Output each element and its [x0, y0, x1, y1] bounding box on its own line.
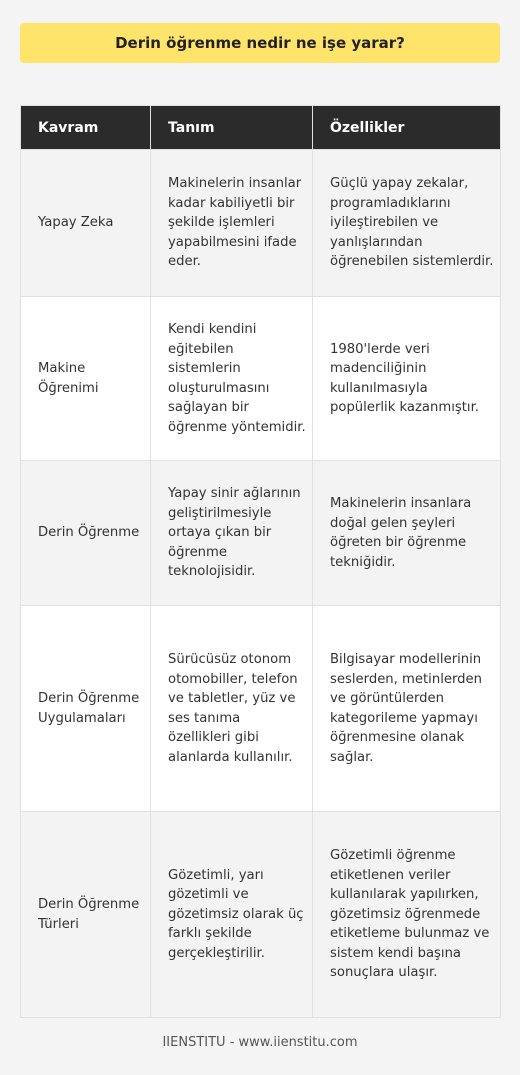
- table-row: [21, 812, 501, 1018]
- title-banner: [20, 23, 500, 63]
- cell-tanim: Kendi kendini eğitebilen sistemlerin oluşturulmasını sağlayan bir öğrenme yöntemidir.: [151, 297, 313, 461]
- cell-ozellikler: Makinelerin insanlara doğal gelen şeyleri öğreten bir öğrenme tekniğidir.: [313, 461, 501, 606]
- cell-kavram: Derin Öğrenme Türleri: [21, 812, 151, 1018]
- concept-table-container: [20, 105, 500, 1018]
- cell-tanim: Sürücüsüz otonom otomobiller, telefon ve tabletler, yüz ve ses tanıma özellikleri gibi alanlarda kullanılır.: [151, 606, 313, 812]
- cell-ozellikler: Güçlü yapay zekalar, programladıklarını iyileştirebilen ve yanlışlarından öğrenebilen sistemlerdir.: [313, 150, 501, 297]
- table-row: [21, 606, 501, 812]
- cell-kavram: Derin Öğrenme: [21, 461, 151, 606]
- table-row: [21, 461, 501, 606]
- cell-kavram: Derin Öğrenme Uygulamaları: [21, 606, 151, 812]
- cell-tanim: Makinelerin insanlar kadar kabiliyetli bir şekilde işlemleri yapabilmesini ifade eder.: [151, 150, 313, 297]
- header-tanim: Tanım: [151, 106, 313, 150]
- cell-ozellikler: Bilgisayar modellerinin seslerden, metinlerden ve görüntülerden kategorileme yapmayı öğrenmesine olanak sağlar.: [313, 606, 501, 812]
- cell-tanim: Gözetimli, yarı gözetimli ve gözetimsiz olarak üç farklı şekilde gerçekleştirilir.: [151, 812, 313, 1018]
- header-kavram: Kavram: [21, 106, 151, 150]
- cell-kavram: Yapay Zeka: [21, 150, 151, 297]
- cell-ozellikler: Gözetimli öğrenme etiketlenen veriler kullanılarak yapılırken, gözetimsiz öğrenmede etiketleme bulunmaz ve sistem kendi başına sonuçlara ulaşır.: [313, 812, 501, 1018]
- concept-table: [20, 105, 501, 1018]
- header-ozellikler: Özellikler: [313, 106, 501, 150]
- table-row: [21, 297, 501, 461]
- cell-kavram: Makine Öğrenimi: [21, 297, 151, 461]
- table-row: [21, 150, 501, 297]
- cell-ozellikler: 1980'lerde veri madenciliğinin kullanılmasıyla popülerlik kazanmıştır.: [313, 297, 501, 461]
- cell-tanim: Yapay sinir ağlarının geliştirilmesiyle ortaya çıkan bir öğrenme teknolojisidir.: [151, 461, 313, 606]
- table-header-row: [21, 106, 501, 150]
- page-title: Derin öğrenme nedir ne işe yarar?: [115, 34, 405, 52]
- footer-source: IIENSTITU - www.iienstitu.com: [162, 1035, 358, 1050]
